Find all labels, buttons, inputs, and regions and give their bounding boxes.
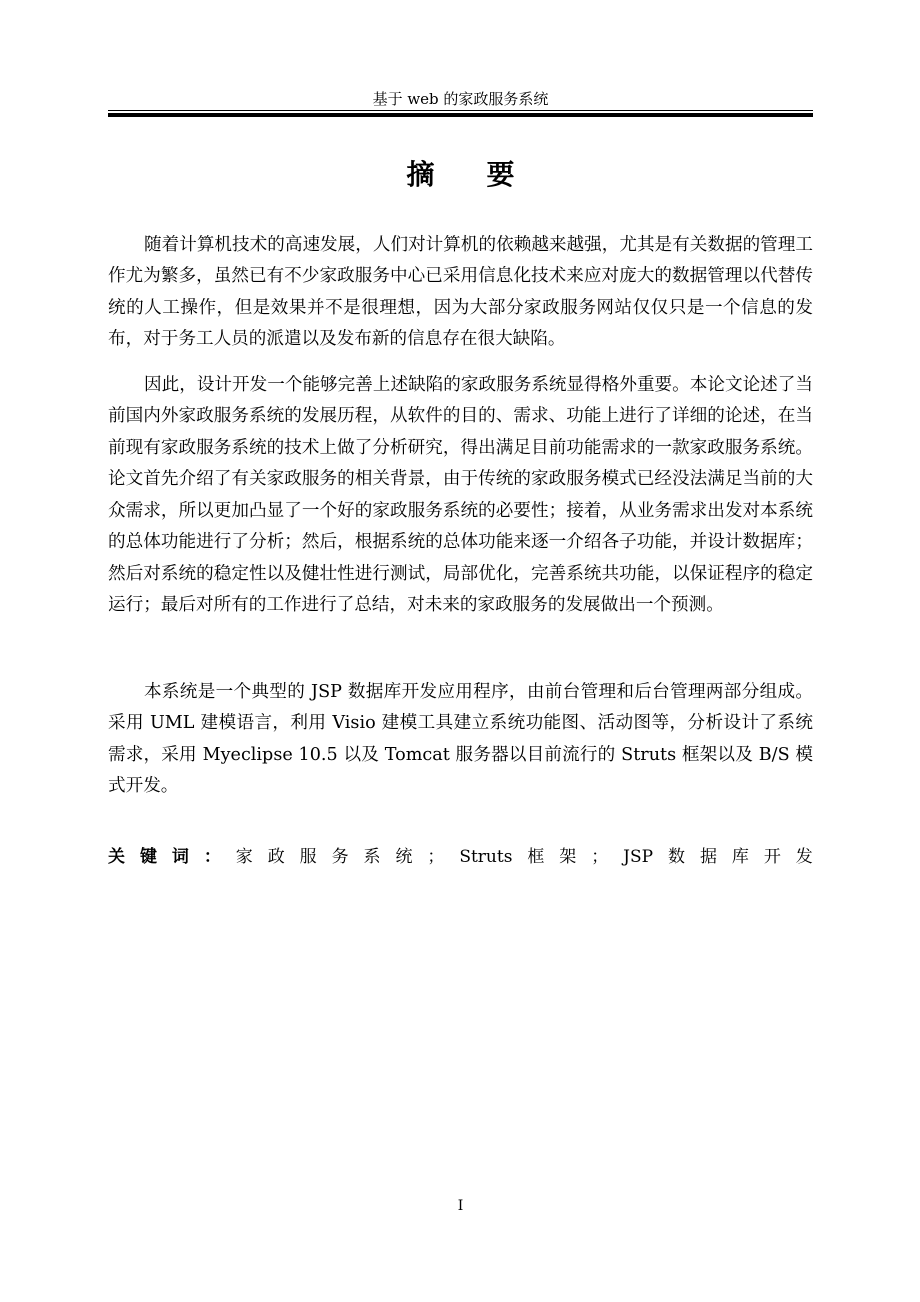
- keyword-char: 开: [763, 847, 781, 867]
- keywords-label-char: ：: [203, 847, 221, 867]
- abstract-title: 摘要: [406, 158, 567, 191]
- keyword-char: 库: [731, 847, 749, 867]
- keyword-separator: ；: [591, 847, 609, 867]
- keyword-char: 家: [235, 847, 253, 867]
- keyword-separator: ；: [427, 847, 445, 867]
- header-rule-thin: [108, 110, 813, 111]
- keyword-char: 框: [527, 847, 545, 867]
- keyword-word: Struts: [459, 847, 513, 867]
- keyword-char: 政: [267, 847, 285, 867]
- keyword-word: JSP: [623, 847, 654, 867]
- keyword-char: 统: [395, 847, 413, 867]
- keyword-char: 务: [331, 847, 349, 867]
- keywords-label-char: 键: [139, 847, 157, 867]
- keyword-char: 据: [699, 847, 717, 867]
- header-title: 基于 web 的家政服务系统: [372, 90, 549, 108]
- keyword-char: 数: [668, 847, 686, 867]
- keyword-char: 系: [363, 847, 381, 867]
- keywords-line: [108, 845, 813, 869]
- keyword-char: 发: [795, 847, 813, 867]
- keyword-char: 服: [299, 847, 317, 867]
- page-number: I: [457, 1198, 464, 1214]
- keywords-label-char: 关: [108, 847, 125, 867]
- keywords-label-char: 词: [171, 847, 189, 867]
- abstract-paragraph-1: 随着计算机技术的高速发展，人们对计算机的依赖越来越强，尤其是有关数据的管理工作尤为繁多，虽然已有不少家政服务中心已采用信息化技术来应对庞大的数据管理以代替传统的人工操作，但是效果并不是很理想，因为大部分家政服务网站仅仅只是一个信息的发布，对于务工人员的派遣以及发布新的信息存在很大缺陷。: [108, 235, 813, 350]
- abstract-paragraph-2: 因此，设计开发一个能够完善上述缺陷的家政服务系统显得格外重要。本论文论述了当前国内外家政服务系统的发展历程，从软件的目的、需求、功能上进行了详细的论述，在当前现有家政服务系统的技术上做了分析研究，得出满足目前功能需求的一款家政服务系统。论文首先介绍了有关家政服务的相关背景，由于传统的家政服务模式已经没法满足当前的大众需求，所以更加凸显了一个好的家政服务系统的必要性；接着，从业务需求出发对本系统的总体功能进行了分析；然后，根据系统的总体功能来逐一介绍各子功能，并设计数据库；然后对系统的稳定性以及健壮性进行测试，局部优化，完善系统共功能，以保证程序的稳定运行；最后对所有的工作进行了总结，对未来的家政服务的发展做出一个预测。: [108, 375, 813, 616]
- keyword-char: 架: [559, 847, 577, 867]
- abstract-paragraph-3: 本系统是一个典型的 JSP 数据库开发应用程序，由前台管理和后台管理两部分组成。采用 UML 建模语言，利用 Visio 建模工具建立系统功能图、活动图等，分析设计了系统需求，采用 Myeclipse 10.5 以及 Tomcat 服务器以目前流行的 Struts 框架以及 B/S 模式开发。: [108, 682, 813, 797]
- header-rule-thick: [108, 113, 813, 117]
